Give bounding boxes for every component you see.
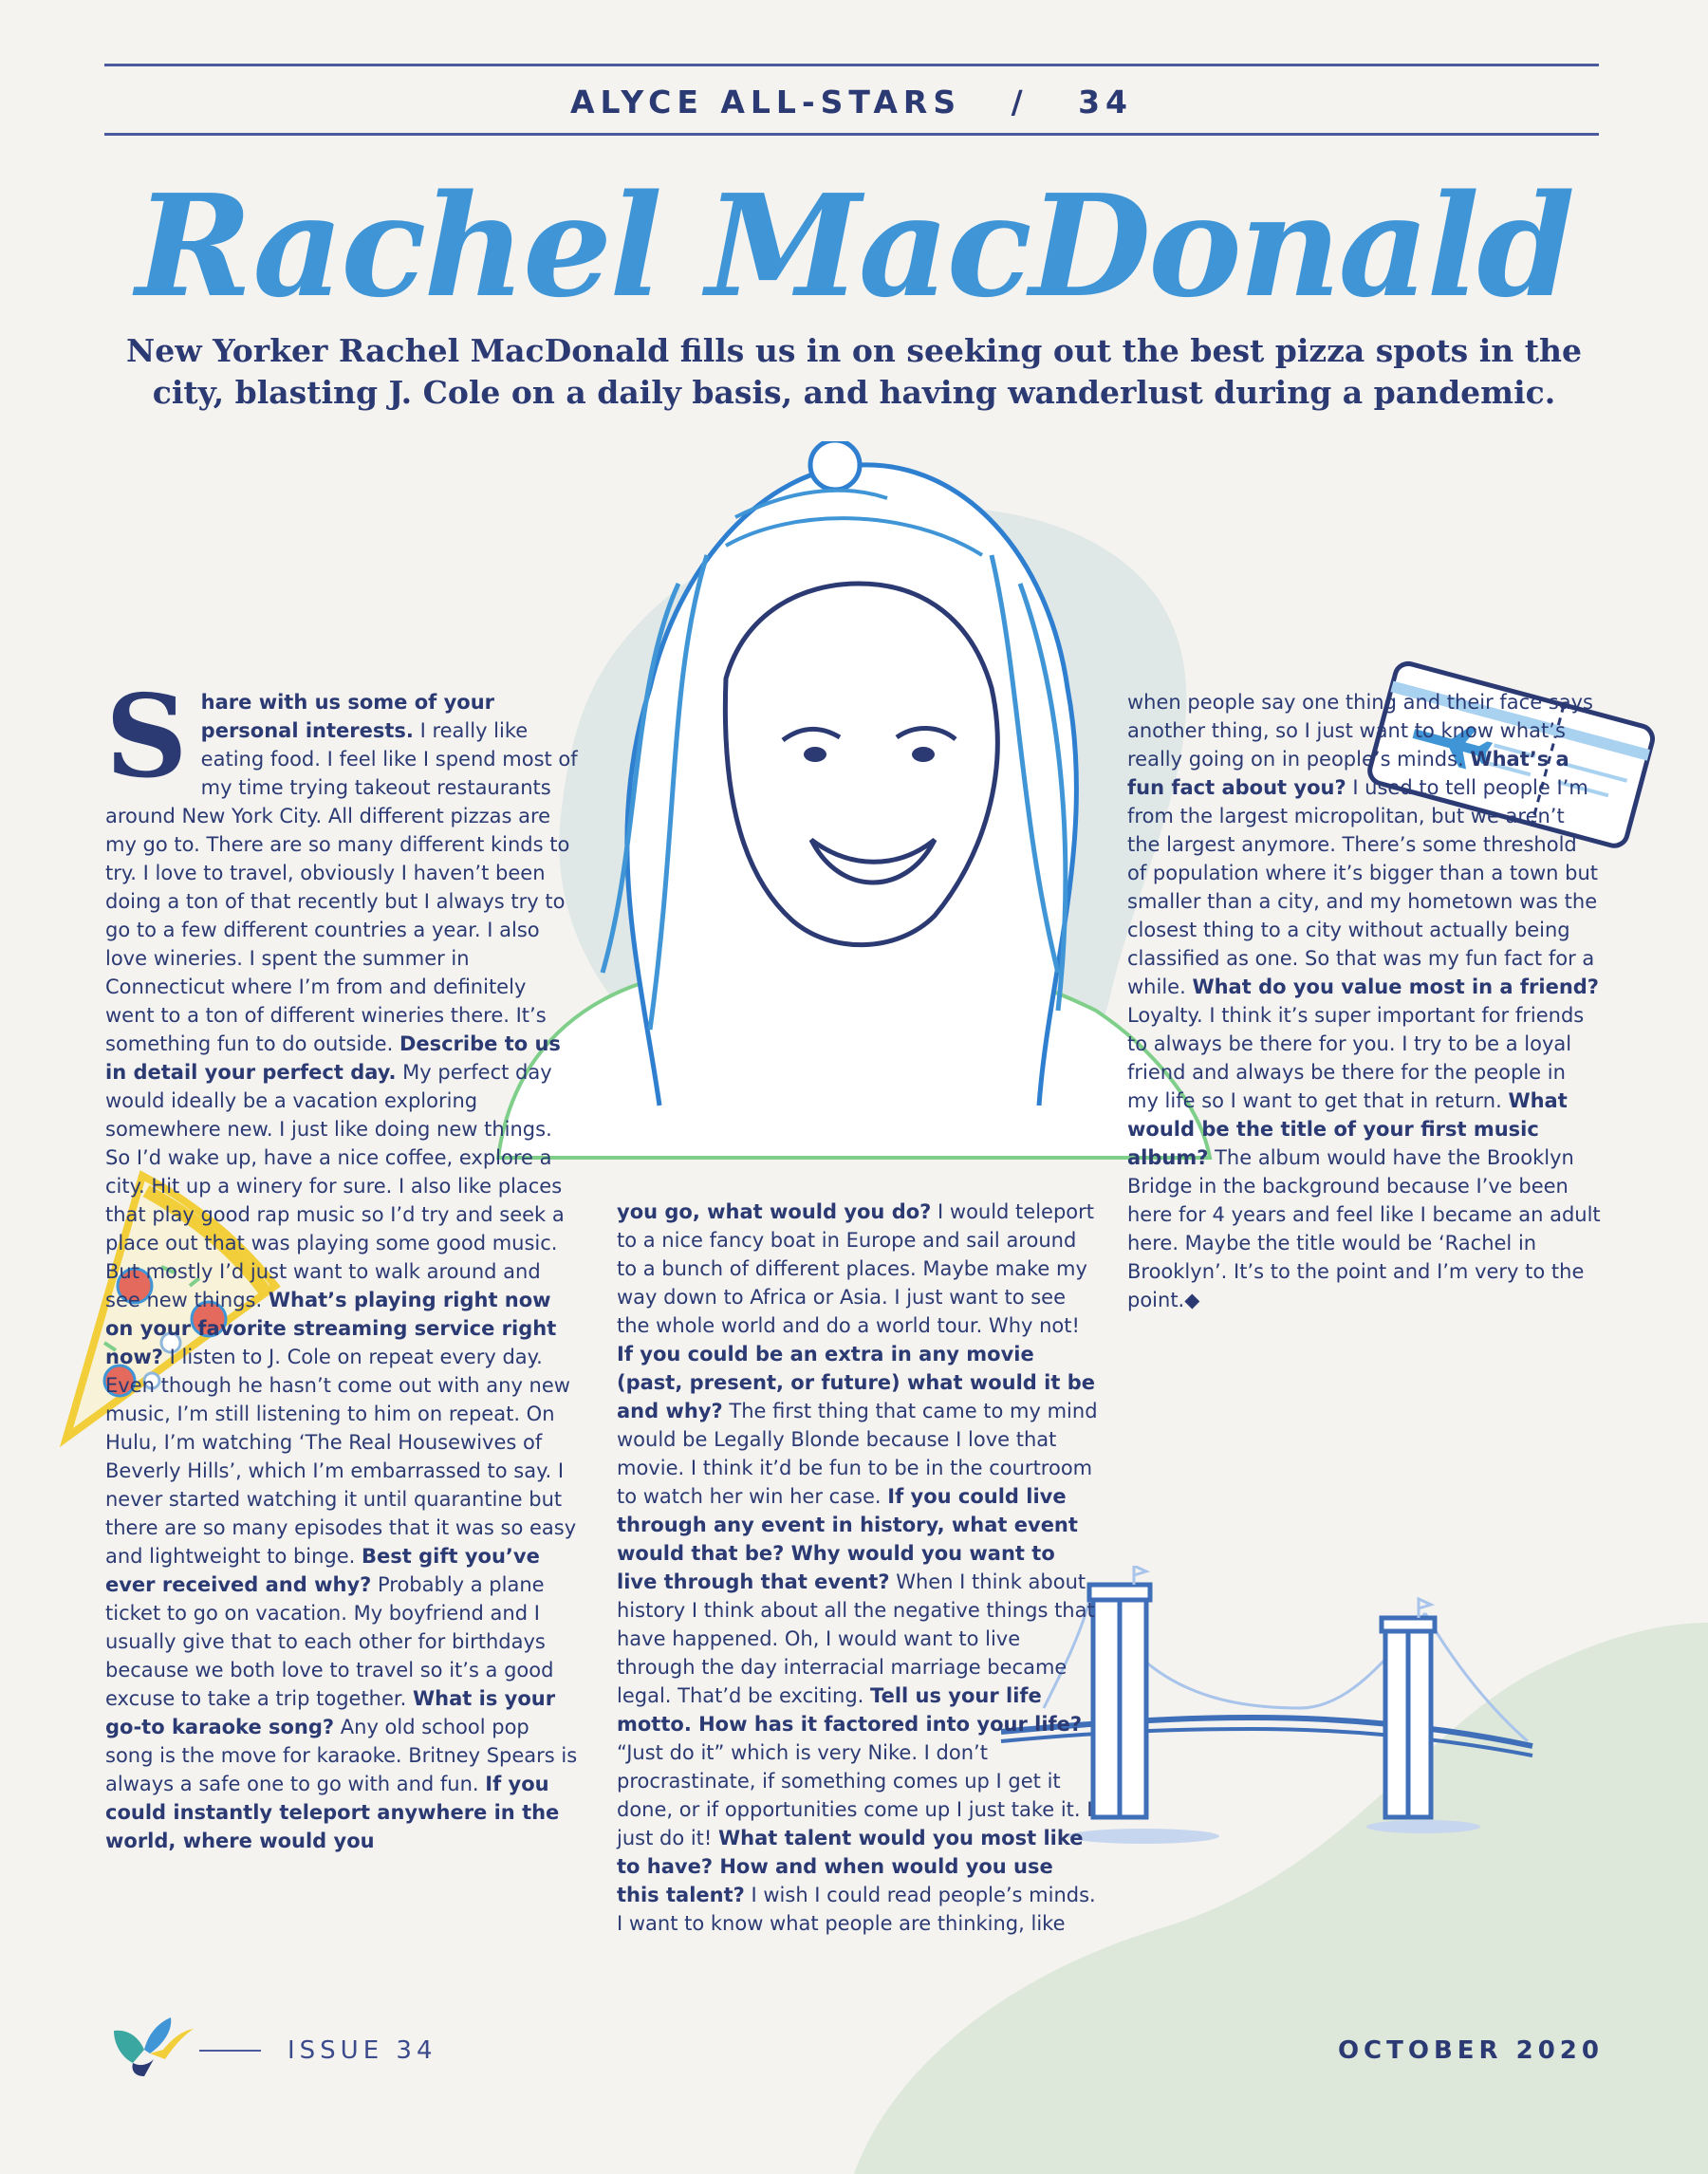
answer-text: “Just do it” which is very Nike. I don’t procrastinate, if something comes up I get it done, or if opportunities come up I just take it. I just do it! [617,1741,1093,1849]
question-text: Best gift you’ve ever received and why? [105,1545,540,1596]
question-text: hare with us some of your personal interests. [200,691,495,742]
question-text: Tell us your life motto. How has it factored into your life? [617,1684,1083,1736]
answer-text: Any old school pop song is the move for karaoke. Britney Spears is always a safe one to go with and fun. [105,1716,578,1795]
page-number: 34 [1078,84,1134,121]
answer-text: I listen to J. Cole on repeat every day. Even though he hasn’t come out with any new music, I’m still listening to him on repeat. On Hulu, I’m watching ‘The Real Housewives of Beverly Hills’, which I’m embarrassed to say. I never started watching it until quarantine but there are so many episodes that it was so easy and lightweight to binge. [105,1346,577,1568]
question-text: What is your go-to karaoke song? [105,1687,556,1738]
answer-text: The first thing that came to my mind would be Legally Blonde because I love that movie. I think it’d be fun to be in the courtroom to watch her win her case. [617,1400,1098,1508]
issue-date: OCTOBER 2020 [1337,2036,1604,2065]
article-column-2 [617,1198,1099,1938]
question-text: What talent would you most like to have? How and when would you use this talent? [617,1827,1084,1906]
answer-text: The album would have the Brooklyn Bridge in the background because I’ve been here for 4 years and feel like I became an adult here. Maybe the title would be ‘Rachel in Brooklyn’. It’s to the point and I’m very to the point.◆ [1127,1146,1601,1311]
question-text: Describe to us in detail your perfect day. [105,1032,561,1084]
answer-text: I used to tell people I’m from the largest micropolitan, but we aren’t the largest anymore. There’s some threshold of population where it’s bigger than a town but smaller than a city, and my hometown was the closest thing to a city without actually being classified as one. So that was my fun fact for a while. [1127,776,1598,998]
question-text: If you could be an extra in any movie (past, present, or future) what would it be and why? [617,1343,1095,1422]
question-text: What’s a fun fact about you? [1127,748,1569,799]
answer-text: My perfect day would ideally be a vacation exploring somewhere new. I just like doing new things. So I’d wake up, have a nice coffee, explore a city. Hit up a winery for sure. I also like places that play good rap music so I’d try and seek a place out that was playing some good music. But mostly I’d just want to walk around and see new things. [105,1061,565,1311]
portrait-illustration [489,441,1219,1167]
answer-text: when people say one thing and their face says another thing, so I just want to know what’s really going on in people’s minds. [1127,691,1593,771]
answer-text: Probably a plane ticket to go on vacation. My boyfriend and I usually give that to each other for birthdays because we both love to travel so it’s a good excuse to take a trip together. [105,1573,554,1710]
top-rule [104,64,1599,66]
question-text: If you could live through any event in history, what event would that be? Why would you want to live through that event? [617,1485,1078,1593]
question-text: What’s playing right now on your favorite streaming service right now? [105,1289,557,1368]
question-text: you go, what would you do? [617,1200,932,1223]
issue-label: ISSUE 34 [288,2036,437,2065]
section-header [104,84,1599,121]
bottom-rule [104,133,1599,136]
article-column-3 [1127,688,1602,1314]
section-name: ALYCE ALL-STARS [569,84,962,121]
answer-text: I really like eating food. I feel like I spend most of my time trying takeout restaurants around New York City. All different pizzas are my go to. There are so many different kinds to try. I love to travel, obviously I haven’t been doing a ton of that recently but I always try to go to a few different countries a year. I also love wineries. I spent the summer in Connecticut where I’m from and definitely went to a ton of different wineries there. It’s something fun to do outside. [105,719,578,1055]
page-title: Rachel MacDonald [135,163,1573,328]
header-separator: / [1011,84,1029,121]
answer-text: I wish I could read people’s minds. I want to know what people are thinking, like [617,1884,1096,1935]
alyce-hummingbird-logo [106,2010,194,2078]
deck-subtitle: New Yorker Rachel MacDonald fills us in on seeking out the best pizza spots in the city, blasting J. Cole on a daily basis, and having wanderlust during a pandemic. [126,332,1582,411]
answer-text: When I think about history I think about all the negative things that have happened. Oh, I would want to live through the day interracial marriage became legal. That’d be exciting. [617,1570,1095,1707]
answer-text: Loyalty. I think it’s super important for friends to always be there for you. I try to be a loyal friend and always be there for the people in my life so I want to get that in return. [1127,1004,1585,1112]
question-text: What would be the title of your first music album? [1127,1089,1568,1169]
article-column-1 [105,670,580,1855]
answer-text: I would teleport to a nice fancy boat in Europe and sail around to a bunch of different places. Maybe make my way down to Africa or Asia. I just want to see the whole world and do a world tour. Why not! [617,1200,1095,1337]
question-text: What do you value most in a friend? [1192,976,1599,998]
footer-divider [199,2050,261,2052]
drop-cap: S [105,670,188,804]
question-text: If you could instantly teleport anywhere in the world, where would you [105,1773,560,1852]
